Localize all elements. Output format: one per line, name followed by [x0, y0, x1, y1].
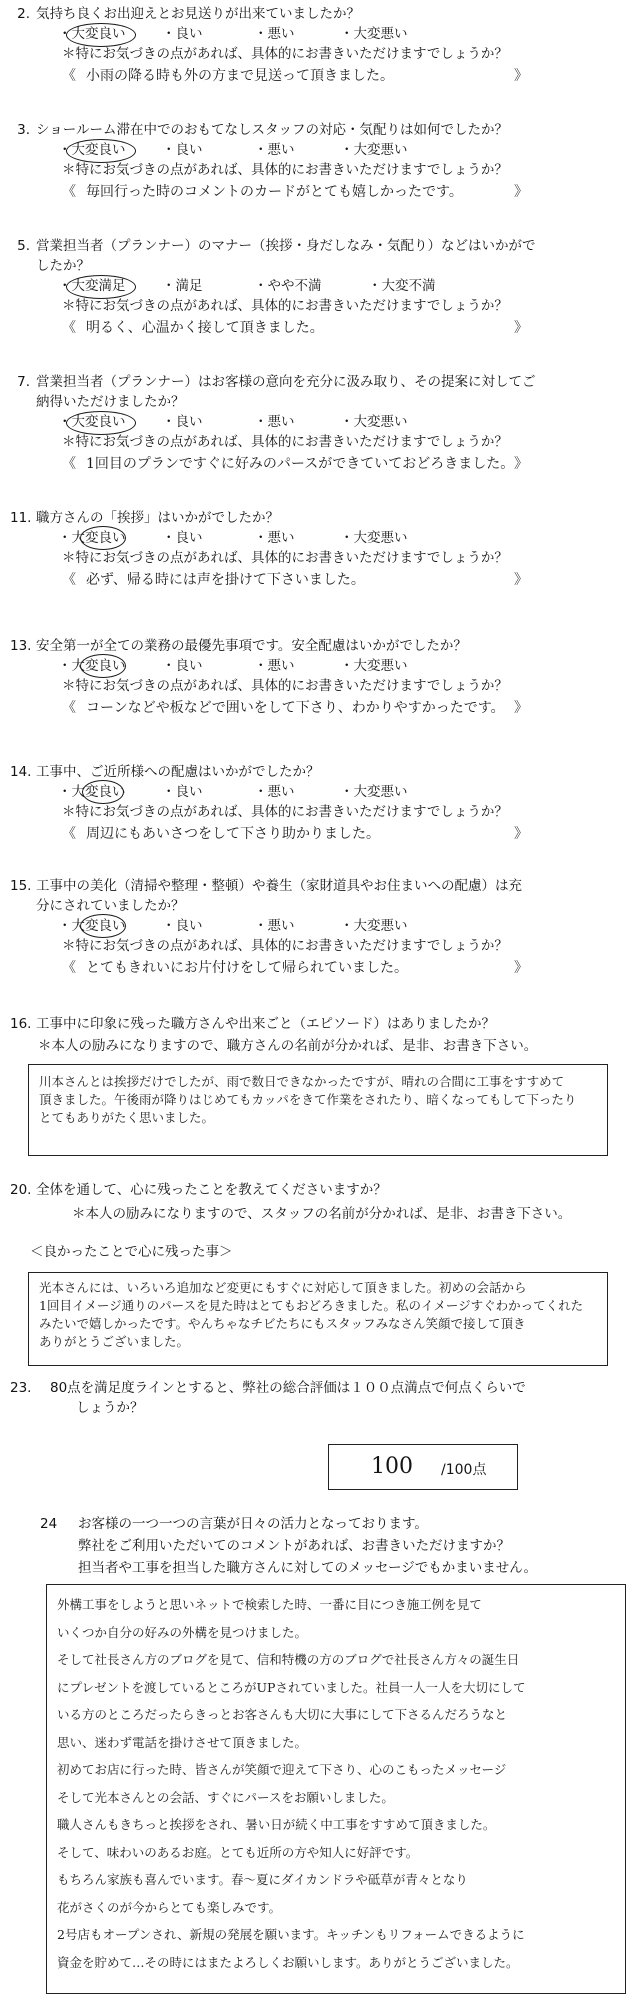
question-text: 気持ち良くお出迎えとお見送りが出来ていましたか？: [36, 6, 360, 22]
question-20-label: ＜良かったことで心に残った事＞: [30, 1244, 233, 1260]
handwritten-answer: 1回目のプランですぐに好みのパースができていておどろきました。: [86, 456, 515, 472]
question-number: 15.: [10, 878, 32, 894]
question-23: [10, 1378, 630, 1418]
option-1[interactable]: ・大変良い: [58, 414, 126, 430]
option-2[interactable]: ・良い: [162, 26, 203, 42]
question-20-sub: ＊本人の励みになりますので、スタッフの名前が分かれば、是非、お書き下さい。: [72, 1206, 572, 1222]
question-20: [10, 1180, 630, 1200]
answer-line: 《 明るく、心温かく接して頂きました。 》: [62, 316, 530, 340]
answer-box-24: [46, 1584, 626, 1994]
option-2[interactable]: ・良い: [162, 414, 203, 430]
question-text-cont: 納得いただけましたか？: [36, 394, 185, 410]
handwritten-answer: 周辺にもあいさつをして下さり助かりました。: [86, 826, 380, 842]
note-text: ＊特にお気づきの点があれば、具体的にお書きいただけますでしょうか？: [62, 938, 508, 954]
answer-line: みたいで嬉しかったです。やんちゃなチビたちにもスタッフみなさん笑顔で接して頂き: [39, 1316, 526, 1331]
option-4[interactable]: ・大変不満: [368, 278, 436, 294]
answer-box-16: [28, 1064, 608, 1156]
option-3[interactable]: ・悪い: [254, 658, 295, 674]
rating-options: [58, 782, 630, 802]
rating-options: [58, 528, 630, 548]
option-1[interactable]: ・大変良い: [58, 658, 126, 674]
question-text: 職方さんの「挨拶」はいかがでしたか？: [36, 510, 279, 526]
question-15: [10, 876, 630, 980]
question-text-cont: したか？: [36, 258, 90, 274]
question-11: [10, 508, 630, 592]
question-16-sub: ＊本人の励みになりますので、職方さんの名前が分かれば、是非、お書き下さい。: [38, 1038, 538, 1054]
question-number: 20.: [10, 1182, 32, 1198]
option-3[interactable]: ・悪い: [254, 530, 295, 546]
selected-circle: [66, 411, 136, 435]
answer-line: 《 必ず、帰る時には声を掛けて下さいました。 》: [62, 568, 530, 592]
option-1[interactable]: ・大変良い: [58, 918, 126, 934]
option-2[interactable]: ・良い: [162, 784, 203, 800]
answer-line: 思い、迷わず電話を掛けさせて頂きました。: [57, 1734, 308, 1750]
note-text: ＊特にお気づきの点があれば、具体的にお書きいただけますでしょうか？: [62, 434, 508, 450]
option-3[interactable]: ・悪い: [254, 414, 295, 430]
option-2[interactable]: ・満足: [162, 278, 203, 294]
rating-options: [58, 656, 630, 676]
answer-line: 頂きました。午後雨が降りはじめてもカッパをきて作業をされたり、暗くなってもして下ったり: [39, 1092, 577, 1107]
score-suffix: /100点: [441, 1462, 487, 1478]
question-14: [10, 762, 630, 846]
answer-line: いくつか自分の好みの外構を見つけました。: [57, 1624, 308, 1640]
answer-line: 初めてお店に行った時、皆さんが笑顔で迎えて下さり、心のこもったメッセージ: [57, 1762, 507, 1777]
option-1[interactable]: ・大変良い: [58, 142, 126, 158]
question-text: 安全第一が全ての業務の最優先事項です。安全配慮はいかがでしたか？: [36, 638, 467, 654]
handwritten-answer: 小雨の降る時も外の方まで見送って頂きました。: [86, 68, 394, 84]
question-text: 工事中の美化（清掃や整理・整頓）や養生（家財道具やお住まいへの配慮）は充: [36, 878, 522, 894]
answer-line: 外構工事をしようと思いネットで検索した時、一番に目につき施工例を見て: [57, 1597, 482, 1612]
note-text: ＊特にお気づきの点があれば、具体的にお書きいただけますでしょうか？: [62, 298, 508, 314]
question-24-line: 弊社をご利用いただいてのコメントがあれば、お書きいただけますか？: [78, 1538, 510, 1554]
option-1[interactable]: ・大変良い: [58, 530, 126, 546]
question-16: [10, 1014, 630, 1034]
rating-options: [58, 24, 630, 44]
handwritten-answer: とてもきれいにお片付けをして帰られていました。: [86, 960, 408, 976]
option-2[interactable]: ・良い: [162, 530, 203, 546]
option-2[interactable]: ・良い: [162, 142, 203, 158]
rating-options: [58, 412, 630, 432]
option-4[interactable]: ・大変悪い: [340, 784, 408, 800]
question-24-number: 24: [40, 1516, 58, 1532]
handwritten-answer: 必ず、帰る時には声を掛けて下さいました。: [86, 572, 365, 588]
question-text: 営業担当者（プランナー）はお客様の意向を充分に汲み取り、その提案に対してご: [36, 374, 536, 390]
answer-line: 川本さんとは挨拶だけでしたが、雨で数日できなかったですが、晴れの合間に工事をすすめて: [39, 1074, 565, 1089]
question-number: 16.: [10, 1016, 32, 1032]
question-number: 11.: [10, 510, 32, 526]
answer-line: 《 コーンなどや板などで囲いをして下さり、わかりやすかったです。 》: [62, 696, 530, 720]
answer-line: 光本さんには、いろいろ追加など変更にもすぐに対応して頂きました。初めの会話から: [39, 1280, 527, 1295]
answer-line: 花がさくのが今からとても楽しみです。: [57, 1899, 282, 1915]
option-1[interactable]: ・大変満足: [58, 278, 126, 294]
question-number: 2.: [17, 6, 30, 22]
question-number: 5.: [17, 238, 30, 254]
answer-line: もちろん家族も喜んでいます。春〜夏にダイカンドラや砥草が青々となり: [57, 1872, 468, 1887]
score-value: 100: [371, 1454, 413, 1479]
handwritten-answer: 明るく、心温かく接して頂きました。: [86, 320, 324, 336]
rating-options: [58, 916, 630, 936]
answer-line: 《 小雨の降る時も外の方まで見送って頂きました。 》: [62, 64, 530, 88]
option-2[interactable]: ・良い: [162, 918, 203, 934]
answer-line: 資金を貯めて…その時にはまたよろしくお願いします。ありがとうございました。: [57, 1954, 519, 1970]
answer-line: 2号店もオープンされ、新規の発展を願います。キッチンもリフォームできるように: [57, 1927, 525, 1942]
selected-circle: [66, 275, 136, 299]
answer-line: ありがとうございました。: [39, 1334, 190, 1349]
question-text: 全体を通して、心に残ったことを教えてくださいますか？: [36, 1182, 387, 1198]
question-number: 14.: [10, 764, 32, 780]
answer-line: にプレゼントを渡しているところがUPされていました。社員一人一人を大切にして: [57, 1679, 526, 1695]
question-number: 3.: [17, 122, 30, 138]
note-text: ＊特にお気づきの点があれば、具体的にお書きいただけますでしょうか？: [62, 678, 508, 694]
answer-line: 《 とてもきれいにお片付けをして帰られていました。 》: [62, 956, 530, 980]
question-3: [10, 120, 630, 204]
selected-circle: [66, 139, 136, 163]
answer-line: 《 周辺にもあいさつをして下さり助かりました。 》: [62, 822, 530, 846]
note-text: ＊特にお気づきの点があれば、具体的にお書きいただけますでしょうか？: [62, 162, 508, 178]
question-24-line: 担当者や工事を担当した職方さんに対してのメッセージでもかまいません。: [78, 1560, 537, 1576]
question-text-cont: 分にされていましたか？: [36, 898, 185, 914]
question-24-line: お客様の一つ一つの言葉が日々の活力となっております。: [78, 1516, 428, 1532]
note-text: ＊特にお気づきの点があれば、具体的にお書きいただけますでしょうか？: [62, 46, 508, 62]
question-text-cont: しょうか？: [76, 1400, 144, 1416]
question-text: 工事中、ご近所様への配慮はいかがでしたか？: [36, 764, 320, 780]
option-1[interactable]: ・大変良い: [58, 26, 126, 42]
selected-circle: [66, 23, 136, 47]
option-4[interactable]: ・大変悪い: [340, 142, 408, 158]
option-4[interactable]: ・大変悪い: [340, 530, 408, 546]
question-number: 7.: [17, 374, 30, 390]
option-2[interactable]: ・良い: [162, 658, 203, 674]
note-text: ＊特にお気づきの点があれば、具体的にお書きいただけますでしょうか？: [62, 550, 508, 566]
question-text: 工事中に印象に残った職方さんや出来ごと（エピソード）はありましたか？: [36, 1016, 495, 1032]
question-text: ショールーム滞在中でのおもてなしスタッフの対応・気配りは如何でしたか？: [36, 122, 508, 138]
score-box: [328, 1444, 518, 1490]
question-13: [10, 636, 630, 720]
rating-options: [58, 276, 630, 296]
answer-line: そして、味わいのあるお庭。とても近所の方や知人に好評です。: [57, 1844, 419, 1860]
question-7: [10, 372, 630, 476]
handwritten-answer: コーンなどや板などで囲いをして下さり、わかりやすかったです。: [86, 700, 505, 716]
question-2: [10, 4, 630, 88]
selected-circle: [80, 526, 126, 550]
option-3[interactable]: ・悪い: [254, 26, 295, 42]
option-4[interactable]: ・大変悪い: [340, 658, 408, 674]
selected-circle: [80, 654, 126, 678]
option-4[interactable]: ・大変悪い: [340, 26, 408, 42]
answer-line: とてもありがたく思いました。: [39, 1110, 215, 1125]
answer-line: そして光本さんとの会話、すぐにパースをお願いしました。: [57, 1789, 394, 1805]
note-text: ＊特にお気づきの点があれば、具体的にお書きいただけますでしょうか？: [62, 804, 508, 820]
option-3[interactable]: ・悪い: [254, 918, 295, 934]
option-3[interactable]: ・悪い: [254, 784, 295, 800]
selected-circle: [80, 914, 126, 938]
option-4[interactable]: ・大変悪い: [340, 918, 408, 934]
option-3[interactable]: ・やや不満: [254, 278, 322, 294]
handwritten-answer: 毎回行った時のコメントのカードがとても嬉しかったです。: [86, 184, 463, 200]
answer-box-20: [28, 1272, 608, 1366]
option-4[interactable]: ・大変悪い: [340, 414, 408, 430]
question-5: [10, 236, 630, 340]
selected-circle: [82, 780, 124, 804]
option-1[interactable]: ・大変良い: [58, 784, 126, 800]
rating-options: [58, 140, 630, 160]
answer-line: そして社長さん方のブログを見て、信和特機の方のブログで社長さん方々の誕生日: [57, 1652, 520, 1667]
question-number: 23.: [10, 1380, 32, 1396]
answer-line: 職人さんもきちっと挨拶をされ、暑い日が続く中工事をすすめて頂きました。: [57, 1817, 496, 1832]
question-text: 80点を満足度ラインとすると、弊社の総合評価は１００点満点で何点くらいで: [50, 1380, 526, 1396]
question-number: 13.: [10, 638, 32, 654]
answer-line: 《 1回目のプランですぐに好みのパースができていておどろきました。 》: [62, 452, 530, 476]
question-text: 営業担当者（プランナー）のマナー（挨拶・身だしなみ・気配り）などはいかがで: [36, 238, 536, 254]
answer-line: いる方のところだったらきっとお客さんも大切に大事にして下さるんだろうなと: [57, 1707, 508, 1722]
option-3[interactable]: ・悪い: [254, 142, 295, 158]
answer-line: 1回目イメージ通りのパースを見た時はとてもおどろきました。私のイメージすぐわかってくれた: [39, 1298, 584, 1313]
answer-line: 《 毎回行った時のコメントのカードがとても嬉しかったです。 》: [62, 180, 530, 204]
